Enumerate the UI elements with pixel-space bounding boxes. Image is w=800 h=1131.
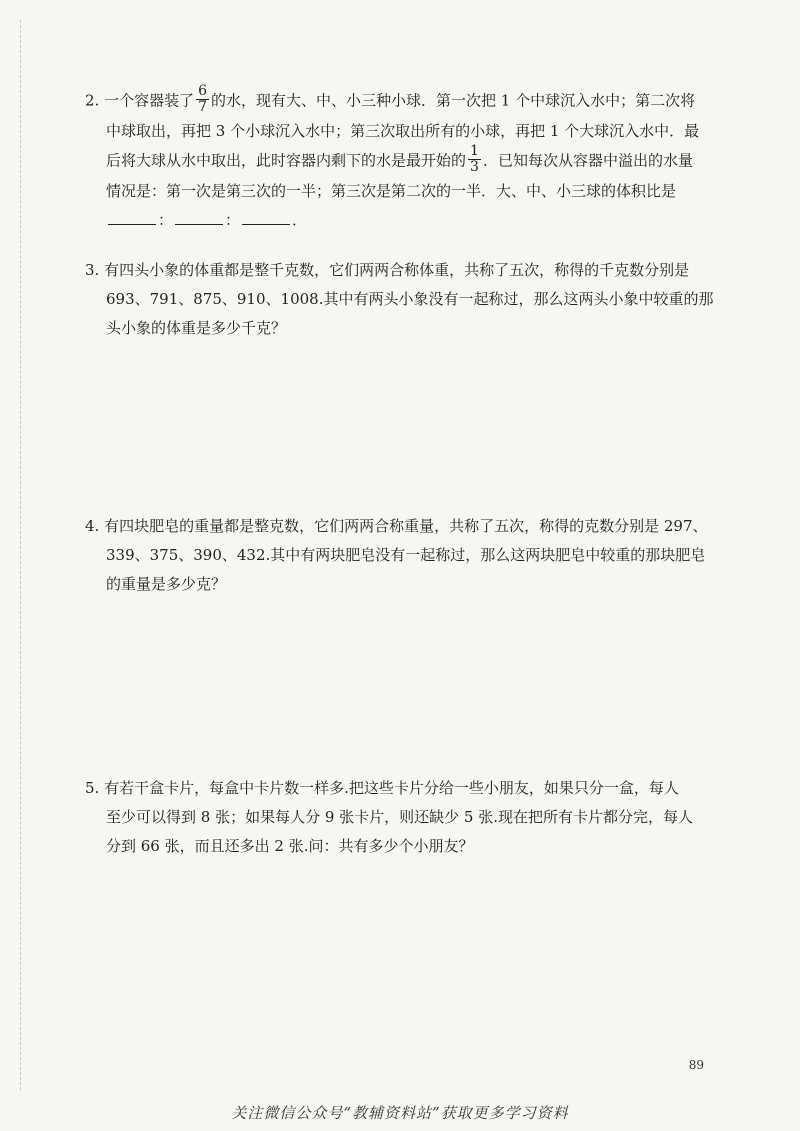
question-2-line-3 [85,143,705,177]
ratio-separator: ： [225,211,241,229]
fraction-denominator: 3 [470,159,479,175]
blank-end-mark: ． [292,211,308,229]
answer-blank-large[interactable] [108,206,156,225]
answer-blank-medium[interactable] [175,206,223,225]
question-text: 一个容器装了 [104,91,195,110]
question-2-line-4: 情况是：第一次是第三次的一半；第三次是第二次的一半．大、中、小三球的体积比是 [106,182,677,200]
question-text: ．已知每次从容器中溢出的水量 [482,151,693,170]
question-4-line-3: 的重量是多少克？ [106,575,227,593]
question-4-line-1 [85,512,708,541]
binding-margin-line [20,20,21,1090]
page-number: 89 [688,1058,704,1072]
footer-promo-text: 关注微信公众号“教辅资料站”获取更多学习资料 [231,1104,569,1122]
question-2 [85,83,705,235]
question-2-line-2: 中球取出，再把 3 个小球沉入水中；第三次取出所有的小球，再把 1 个大球沉入水中．最 [106,122,700,140]
answer-blank-small[interactable] [242,206,290,225]
question-number: 3. [85,261,100,279]
question-number: 2. [85,91,100,110]
question-4 [85,512,708,599]
question-number: 5. [85,779,100,797]
question-5-line-2: 至少可以得到 8 张；如果每人分 9 张卡片，则还缺少 5 张.现在把所有卡片都分完，每人 [106,808,694,826]
question-4-line-2: 339、375、390、432.其中有两块肥皂没有一起称过，那么这两块肥皂中较重的那块肥皂 [106,546,706,564]
question-3 [85,256,714,343]
question-3-line-2: 693、791、875、910、1008.其中有两头小象没有一起称过，那么这两头小象中较重的那 [106,290,714,308]
question-text: 后将大球从水中取出，此时容器内剩下的水是最开始的 [106,151,467,170]
fraction-six-sevenths [196,84,209,115]
question-number: 4. [85,517,100,535]
question-2-line-1 [85,83,705,117]
question-text: 有四块肥皂的重量都是整克数，它们两两合称重量，共称了五次，称得的克数分别是 297、 [104,517,708,535]
question-5-line-3: 分到 66 张，而且还多出 2 张.问：共有多少个小朋友？ [106,837,474,855]
question-3-line-1 [85,256,705,285]
fraction-numerator: 1 [470,143,479,159]
question-5 [85,774,705,861]
question-3-line-3: 头小象的体重是多少千克？ [106,319,287,337]
fraction-denominator: 7 [198,99,208,115]
ratio-separator: ： [158,211,174,229]
question-text: 有四头小象的体重都是整千克数，它们两两合称体重，共称了五次，称得的千克数分别是 [104,261,690,279]
fraction-one-third [468,144,481,175]
fraction-numerator: 6 [198,83,208,99]
question-text: 有若干盒卡片，每盒中卡片数一样多.把这些卡片分给一些小朋友，如果只分一盒，每人 [104,779,679,797]
question-text: 的水，现有大、中、小三种小球．第一次把 1 个中球沉入水中；第二次将 [211,91,696,110]
answer-blanks [85,206,705,235]
question-5-line-1 [85,774,705,803]
